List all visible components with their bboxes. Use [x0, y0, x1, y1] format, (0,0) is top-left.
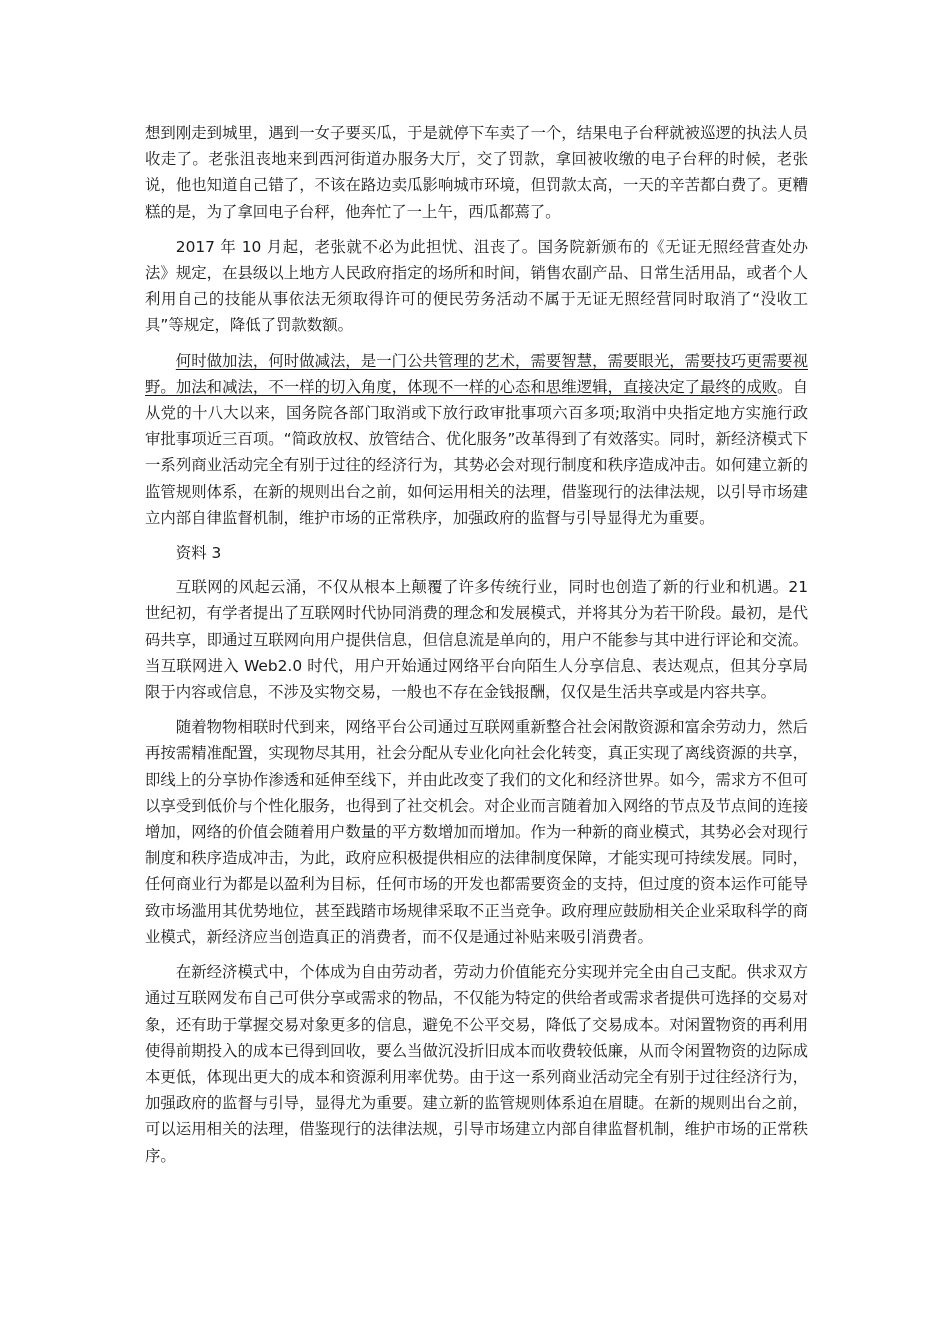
- paragraph-new-regulation: 2017 年 10 月起，老张就不必为此担忧、沮丧了。国务院新颁布的《无证无照经营查处办法》规定，在县级以上地方人民政府指定的场所和时间，销售农副产品、日常生活用品，或者个人利用自己的技能从事依法无须取得许可的便民劳务活动不属于无证无照经营同时取消了“没收工具”等规定，降低了罚款数额。: [145, 237, 808, 335]
- paragraph-new-economy: 在新经济模式中，个体成为自由劳动者，劳动力价值能充分实现并完全由自己支配。供求双方通过互联网发布自己可供分享或需求的物品，不仅能为特定的供给者或需求者提供可选择的交易对象，还有助于掌握交易对象更多的信息，避免不公平交易，降低了交易成本。对闲置物资的再利用使得前期投入的成本已得到回收，要么当做沉没折旧成本而收费较低廉，从而令闲置物资的边际成本更低，体现出更大的成本和资源利用率优势。由于这一系列商业活动完全有别于过往经济行为，加强政府的监督与引导，显得尤为重要。建立新的监管规则体系迫在眉睫。在新的规则出台之前，可以运用相关的法理，借鉴现行的法律法规，引导市场建立内部自律监督机制，维护市场的正常秩序。: [145, 963, 808, 1165]
- underlined-key-sentence: 何时做加法，何时做减法，是一门公共管理的艺术，需要智慧，需要眼光，需要技巧更需要视野。加法和减法，不一样的切入角度，体现不一样的心态和思维逻辑，直接决定了最终的成败: [145, 351, 808, 396]
- paragraph-addition-subtraction: [145, 348, 808, 531]
- section-label-material-3: 资料 3: [175, 544, 222, 563]
- paragraph-reform-text: 。自从党的十八大以来，国务院各部门取消或下放行政审批事项六百多项;取消中央指定地方实施行政审批事项近三百项。“简政放权、放管结合、优化服务”改革得到了有效落实。同时，新经济模式下一系列商业活动完全有别于过往的经济行为，其势必会对现行制度和秩序造成冲击。如何建立新的监管规则体系，在新的规则出台之前，如何运用相关的法理，借鉴现行的法律法规，以引导市场建立内部自律监督机制，维护市场的正常秩序，加强政府的监督与引导显得尤为重要。: [145, 377, 808, 527]
- paragraph-internet-sharing: 互联网的风起云涌，不仅从根本上颠覆了许多传统行业，同时也创造了新的行业和机遇。21 世纪初，有学者提出了互联网时代协同消费的理念和发展模式，并将其分为若干阶段。最初，是代码共享，即通过互联网向用户提供信息，但信息流是单向的，用户不能参与其中进行评论和交流。当互联网进入 Web2.0 时代，用户开始通过网络平台向陌生人分享信息、表达观点，但其分享局限于内容或信息，不涉及实物交易，一般也不存在金钱报酬，仅仅是生活共享或是内容共享。: [145, 578, 808, 702]
- document-body: [145, 120, 808, 1178]
- paragraph-iot-era: 随着物物相联时代到来，网络平台公司通过互联网重新整合社会闲散资源和富余劳动力，然后再按需精准配置，实现物尽其用，社会分配从专业化向社会化转变，真正实现了离线资源的共享，即线上的分享协作渗透和延伸至线下，并由此改变了我们的文化和经济世界。如今，需求方不但可以享受到低价与个性化服务，也得到了社交机会。对企业而言随着加入网络的节点及节点间的连接增加，网络的价值会随着用户数量的平方数增加而增加。作为一种新的商业模式，其势必会对现行制度和秩序造成冲击，为此，政府应积极提供相应的法律制度保障，才能实现可持续发展。同时，任何商业行为都是以盈利为目标，任何市场的开发也都需要资金的支持，但过度的资本运作可能导致市场滥用其优势地位，甚至践踏市场规律采取不正当竞争。政府理应鼓励相关企业采取科学的商业模式，新经济应当创造真正的消费者，而不仅是通过补贴来吸引消费者。: [145, 718, 808, 946]
- paragraph-lao-zhang-fine: 想到刚走到城里，遇到一女子要买瓜，于是就停下车卖了一个，结果电子台秤就被巡逻的执法人员收走了。老张沮丧地来到西河街道办服务大厅，交了罚款，拿回被收缴的电子台秤的时候，老张说，他也知道自己错了，不该在路边卖瓜影响城市环境，但罚款太高，一天的辛苦都白费了。更糟糕的是，为了拿回电子台秤，他奔忙了一上午，西瓜都蔫了。: [145, 124, 808, 221]
